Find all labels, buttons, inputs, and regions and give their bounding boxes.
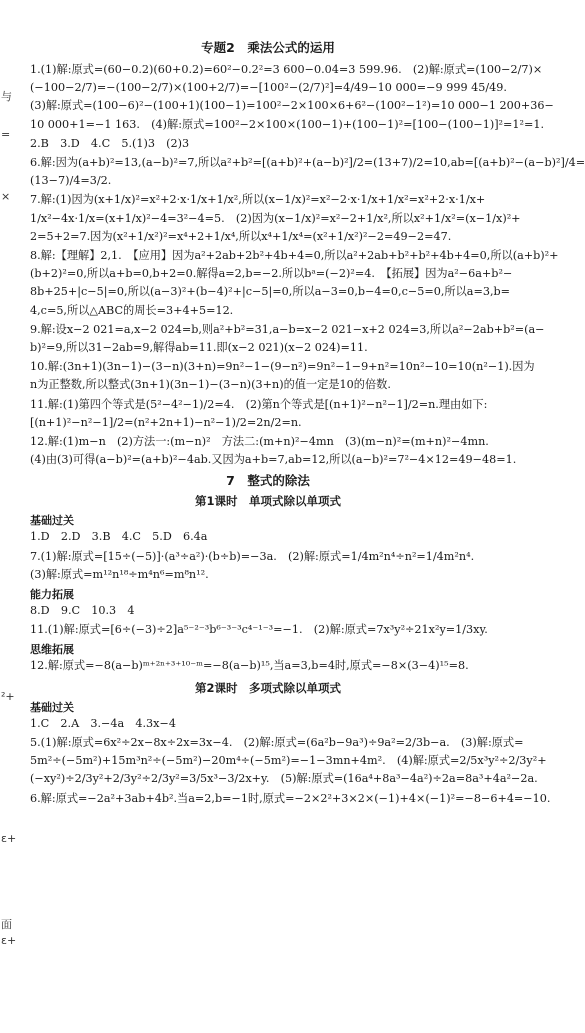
answer-line: 12.解:(1)m−n (2)方法一:(m−n)² 方法二:(m+n)²−4mn (3)(m−n)²=(m+n)²−4mn. <box>30 435 489 449</box>
answer-line: 1.D 2.D 3.B 4.C 5.D 6.4a <box>30 530 208 544</box>
answer-line: 2=5+2=7.因为(x²+1/x²)²=x⁴+2+1/x⁴,所以x⁴+1/x⁴=(x²+1/x²)²−2=49−2=47. <box>30 229 452 243</box>
lesson-answers <box>30 513 506 675</box>
answer-item <box>30 602 506 620</box>
answer-line: 8.解:【理解】2,1. 【应用】因为a²+2ab+2b²+4b+4=0,所以a²+2ab+b²+b²+4b+4=0,所以(a+b)²+ <box>30 249 559 263</box>
subsection-heading: 基础过关 <box>30 514 74 528</box>
answer-line: 8b+25+|c−5|=0,所以(a−3)²+(b−4)²+|c−5|=0,所以a−3=0,b−4=0,c−5=0,所以a=3,b= <box>30 285 511 299</box>
answer-line: 6.解:原式=−2a²+3ab+4b².当a=2,b=−1时,原式=−2×2²+3×2×(−1)+4×(−1)²=−8−6+4=−10. <box>30 791 551 805</box>
answer-line: 8.D 9.C 10.3 4 <box>30 604 135 618</box>
answer-item <box>30 358 535 394</box>
margin-fragment: ε+ <box>1 832 17 845</box>
margin-fragment: ²+ <box>1 690 15 703</box>
answer-line: 10 000+1=−1 163. (4)解:原式=100²−2×100×(100−1)+(100−1)²=[100−(100−1)]²=1²=1. <box>30 117 545 131</box>
answer-item <box>30 621 506 639</box>
answer-line: [(n+1)²−n²−1]/2=(n²+2n+1)−n²−1)/2=2n/2=n. <box>30 415 302 429</box>
margin-fragment: = <box>1 128 11 141</box>
answer-line: (3)解:原式=m¹²n¹⁸÷m⁴n⁶=m⁸n¹². <box>30 567 209 581</box>
chapter-title: 7 整式的除法 <box>226 473 310 489</box>
answer-line: b)²=9,所以31−2ab=9,解得ab=11.即(x−2 021)(x−2 024)=11. <box>30 341 368 355</box>
answer-line: (3)解:原式=(100−6)²−(100+1)(100−1)=100²−2×100×6+6²−(100²−1²)=10 000−1 200+36− <box>30 99 554 113</box>
answer-line: 11.(1)解:原式=[6÷(−3)÷2]a⁵⁻²⁻³b⁶⁻³⁻³c⁴⁻¹⁻³=−1. (2)解:原式=7x³y²÷21x²y=1/3xy. <box>30 623 488 637</box>
answer-item <box>30 657 506 675</box>
answer-line: 11.解:(1)第四个等式是(5²−4²−1)/2=4. (2)第n个等式是[(n+1)²−n²−1]/2=n.理由如下: <box>30 397 488 411</box>
answer-page <box>30 40 585 809</box>
answer-line: 4,c=5,所以△ABC的周长=3+4+5=12. <box>30 303 234 317</box>
answer-line: (−xy²)÷2/3y²+2/3y²÷2/3y²=3/5x³−3/2x+y. (5)解:原式=(16a⁴+8a³−4a²)÷2a=8a³+4a²−2a. <box>30 772 538 786</box>
margin-fragment: 与 <box>1 90 12 103</box>
answer-line: n为正整数,所以整式(3n+1)(3n−1)−(3−n)(3+n)的值一定是10的倍数. <box>30 378 391 392</box>
answer-item <box>30 528 506 546</box>
answer-item <box>30 548 506 584</box>
answer-line: 7.解:(1)因为(x+1/x)²=x²+2·x·1/x+1/x²,所以(x−1/x)²=x²−2·x·1/x+1/x²=x²+2·x·1/x+ <box>30 193 486 207</box>
section-title: 专题2 乘法公式的运用 <box>201 40 335 55</box>
margin-fragment: 面 <box>1 918 12 931</box>
answer-item <box>30 135 506 153</box>
answer-item <box>30 790 551 808</box>
lesson-title: 第2课时 多项式除以单项式 <box>194 680 341 695</box>
answer-item <box>30 247 559 320</box>
answer-item <box>30 191 521 246</box>
answer-item <box>30 396 506 432</box>
answer-line: 1/x²−4x·1/x=(x+1/x)²−4=3²−4=5. (2)因为(x−1/x)²=x²−2+1/x²,所以x²+1/x²=(x−1/x)²+ <box>30 211 521 225</box>
answer-line: 1.(1)解:原式=(60−0.2)(60+0.2)=60²−0.2²=3 600−0.04=3 599.96. (2)解:原式=(100−2/7)× <box>30 63 543 76</box>
answer-line: 9.解:设x−2 021=a,x−2 024=b,则a²+b²=31,a−b=x−2 021−x+2 024=3,所以a²−2ab+b²=(a− <box>30 322 545 336</box>
answer-line: 5m²÷(−5m²)+15m³n²÷(−5m²)−20m⁴÷(−5m²)=−1−3mn+4m². (4)解:原式=2/5x³y²÷2/3y²+ <box>30 754 547 768</box>
answer-line: 12.解:原式=−8(a−b)ᵐ⁺²ⁿ⁺³⁺¹⁰⁻ᵐ=−8(a−b)¹⁵,当a=3,b=4时,原式=−8×(3−4)¹⁵=8. <box>30 659 469 673</box>
lesson-answers <box>30 700 551 808</box>
subsection-heading: 基础过关 <box>30 700 74 714</box>
answer-line: (4)由(3)可得(a−b)²=(a+b)²−4ab.又因为a+b=7,ab=12,所以(a−b)²=7²−4×12=49−48=1. <box>30 453 517 467</box>
lesson-title: 第1课时 单项式除以单项式 <box>194 494 341 509</box>
margin-fragment: ε+ <box>1 934 17 947</box>
left-margin-strip <box>0 0 22 1033</box>
answer-item <box>30 433 517 469</box>
answer-item <box>30 61 554 134</box>
answer-line: 5.(1)解:原式=6x²÷2x−8x÷2x=3x−4. (2)解:原式=(6a²b−9a³)÷9a²=2/3b−a. (3)解:原式= <box>30 735 524 749</box>
answer-line: 2.B 3.D 4.C 5.(1)3 (2)3 <box>30 136 190 150</box>
subsection-heading: 能力拓展 <box>30 588 74 602</box>
margin-fragment: × <box>1 190 11 203</box>
answer-line: 10.解:(3n+1)(3n−1)−(3−n)(3+n)=9n²−1−(9−n²)=9n²−1−9+n²=10n²−10=10(n²−1).因为 <box>30 360 535 374</box>
answer-line: 7.(1)解:原式=[15÷(−5)]·(a³÷a²)·(b÷b)=−3a. (2)解:原式=1/4m²n⁴÷n²=1/4m²n⁴. <box>30 549 475 563</box>
answer-item <box>30 734 547 789</box>
answer-line: (13−7)/4=3/2. <box>30 174 112 188</box>
section-answers <box>30 61 585 469</box>
answer-line: (b+2)²=0,所以a+b=0,b+2=0.解得a=2,b=−2.所以bᵃ=(−2)²=4. 【拓展】因为a²−6a+b²− <box>30 267 513 281</box>
answer-line: 6.解:因为(a+b)²=13,(a−b)²=7,所以a²+b²=[(a+b)²+(a−b)²]/2=(13+7)/2=10,ab=[(a+b)²−(a−b)²]/4= <box>30 156 585 170</box>
answer-item <box>30 715 506 733</box>
answer-item <box>30 154 585 190</box>
subsection-heading: 思维拓展 <box>30 643 74 657</box>
answer-line: (−100−2/7)=−(100−2/7)×(100+2/7)=−[100²−(2/7)²]=4/49−10 000=−9 999 45/49. <box>30 81 507 95</box>
answer-item <box>30 321 545 357</box>
answer-line: 1.C 2.A 3.−4a 4.3x−4 <box>30 716 176 730</box>
